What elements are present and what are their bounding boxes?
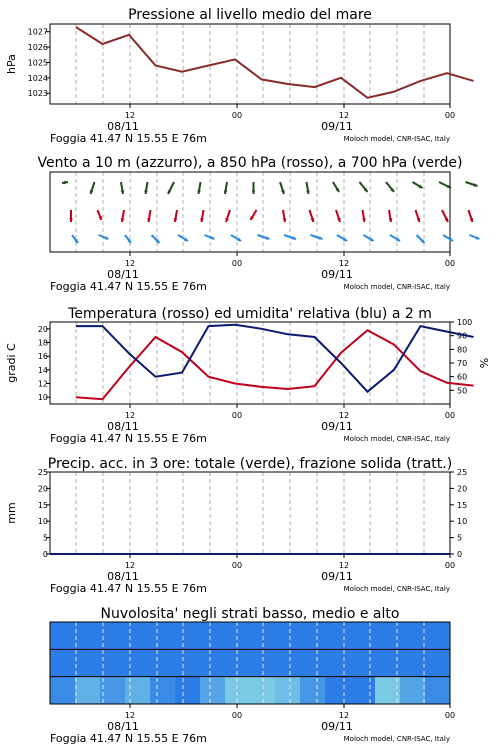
cloud-cell-alto (175, 622, 201, 649)
pressure-xtick-label: 12 (338, 111, 350, 120)
cloud-cell-medio (225, 649, 251, 676)
temperature-xtick-label: 12 (124, 411, 136, 420)
pressure-xtick-label: 00 (444, 111, 456, 120)
wind-xtick-label: 00 (231, 259, 243, 268)
precip-date-label: 09/11 (321, 570, 353, 583)
cloud-cell-alto (425, 622, 451, 649)
precip-xtick-label: 12 (338, 561, 350, 570)
wind-barb-700hpa-head (252, 190, 256, 194)
cloud-cell-medio (175, 649, 201, 676)
precip-frame (50, 472, 450, 554)
precip-right-ytick-label: 5 (457, 533, 463, 543)
temperature-xtick-label: 00 (231, 411, 243, 420)
precip-ytick-label: 10 (37, 517, 48, 527)
cloud-cell-alto (275, 622, 301, 649)
pressure-location-label: Foggia 41.47 N 15.55 E 76m (50, 132, 207, 145)
cloud-cell-medio (275, 649, 301, 676)
humidity-ytick-label: 60 (457, 372, 468, 382)
pressure-ytick-label: 1027 (27, 27, 48, 37)
pressure-ytick-label: 1023 (27, 89, 48, 99)
temperature-title: Temperatura (rosso) ed umidita' relativa (blu) a 2 m (68, 306, 432, 322)
temperature-ytick-label: 10 (37, 393, 48, 403)
precip-xtick-label: 00 (231, 561, 243, 570)
cloud-cell-basso (125, 677, 151, 704)
cloud-location-label: Foggia 41.47 N 15.55 E 76m (50, 732, 207, 745)
cloud-cell-basso (300, 677, 326, 704)
precip-ytick-label: 15 (37, 500, 48, 510)
wind-xtick-label: 12 (124, 259, 136, 268)
wind-xtick-label: 12 (338, 259, 350, 268)
cloud-xtick-label: 12 (338, 711, 350, 720)
cloud-cell-alto (350, 622, 376, 649)
cloud-cell-medio (400, 649, 426, 676)
cloud-date-label: 08/11 (107, 720, 139, 733)
cloud-date-label: 09/11 (321, 720, 353, 733)
pressure-xtick-label: 12 (124, 111, 136, 120)
cloud-cell-alto (125, 622, 151, 649)
cloud-cell-medio (425, 649, 451, 676)
humidity-ytick-label: 70 (457, 359, 468, 368)
temperature-ytick-label: 16 (37, 352, 48, 362)
precip-right-ytick-label: 20 (457, 484, 468, 494)
wind-date-label: 08/11 (107, 268, 139, 281)
cloud-cell-medio (200, 649, 226, 676)
temperature-location-label: Foggia 41.47 N 15.55 E 76m (50, 432, 207, 445)
temperature-model-credit: Moloch model, CNR-ISAC, Italy (343, 435, 450, 443)
cloud-cell-medio (150, 649, 176, 676)
pressure-ylabel: hPa (5, 54, 18, 74)
pressure-model-credit: Moloch model, CNR-ISAC, Italy (343, 135, 450, 143)
precip-location-label: Foggia 41.47 N 15.55 E 76m (50, 582, 207, 595)
temperature-ytick-label: 18 (37, 338, 48, 348)
cloud-cell-basso (350, 677, 376, 704)
cloud-cell-basso (75, 677, 101, 704)
cloud-cell-basso (50, 677, 76, 704)
pressure-date-label: 08/11 (107, 120, 139, 133)
temperature-ytick-label: 14 (37, 365, 48, 375)
cloud-cell-basso (400, 677, 426, 704)
cloud-title: Nuvolosita' negli strati basso, medio e alto (100, 606, 400, 622)
temperature-ytick-label: 12 (37, 379, 48, 389)
pressure-line (76, 27, 474, 98)
cloud-cell-basso (275, 677, 301, 704)
precip-model-credit: Moloch model, CNR-ISAC, Italy (343, 585, 450, 593)
pressure-title: Pressione al livello medio del mare (128, 7, 372, 23)
cloud-cell-alto (400, 622, 426, 649)
precip-xtick-label: 00 (444, 561, 456, 570)
cloud-cell-alto (50, 622, 76, 649)
wind-barb-850hpa-head (69, 218, 73, 222)
precip-ytick-label: 5 (42, 533, 48, 543)
cloud-cell-medio (300, 649, 326, 676)
cloud-cell-basso (200, 677, 226, 704)
temperature-ylabel: gradi C (5, 343, 18, 383)
precip-right-ytick-label: 0 (457, 550, 463, 559)
precip-xtick-label: 12 (124, 561, 136, 570)
pressure-ytick-label: 1025 (27, 58, 48, 68)
cloud-cell-medio (100, 649, 126, 676)
wind-location-label: Foggia 41.47 N 15.55 E 76m (50, 280, 207, 293)
cloud-cell-medio (75, 649, 101, 676)
cloud-cell-medio (325, 649, 351, 676)
humidity-ytick-label: 50 (457, 386, 468, 396)
pressure-xtick-label: 00 (231, 111, 243, 120)
cloud-xtick-label: 00 (231, 711, 243, 720)
humidity-line (76, 325, 474, 392)
cloud-cell-alto (150, 622, 176, 649)
temperature-ytick-label: 20 (37, 324, 48, 334)
precip-right-ytick-label: 15 (457, 500, 468, 510)
precip-ytick-label: 0 (42, 550, 48, 559)
cloud-cell-alto (75, 622, 101, 649)
cloud-xtick-label: 12 (124, 711, 136, 720)
wind-date-label: 09/11 (321, 268, 353, 281)
cloud-cell-basso (225, 677, 251, 704)
cloud-cell-medio (50, 649, 76, 676)
precip-ytick-label: 20 (37, 484, 48, 494)
pressure-ytick-label: 1024 (27, 73, 48, 83)
pressure-ytick-label: 1026 (27, 43, 48, 53)
humidity-ytick-label: 100 (457, 318, 473, 327)
temperature-xtick-label: 12 (338, 411, 350, 420)
wind-title: Vento a 10 m (azzurro), a 850 hPa (rosso), a 700 hPa (verde) (37, 155, 463, 171)
cloud-cell-basso (425, 677, 451, 704)
precip-date-label: 08/11 (107, 570, 139, 583)
temperature-xtick-label: 00 (444, 411, 456, 420)
cloud-cell-basso (100, 677, 126, 704)
humidity-ylabel: % (478, 357, 491, 369)
wind-xtick-label: 00 (444, 259, 456, 268)
cloud-model-credit: Moloch model, CNR-ISAC, Italy (343, 735, 450, 743)
humidity-ytick-label: 90 (457, 331, 468, 341)
precip-ylabel: mm (5, 502, 18, 524)
humidity-ytick-label: 80 (457, 345, 468, 355)
cloud-cell-basso (325, 677, 351, 704)
cloud-cell-basso (150, 677, 176, 704)
precip-ytick-label: 25 (37, 468, 48, 477)
temperature-line (76, 330, 474, 399)
precip-title: Precip. acc. in 3 ore: totale (verde), frazione solida (tratt.) (47, 456, 453, 472)
cloud-cell-medio (125, 649, 151, 676)
pressure-date-label: 09/11 (321, 120, 353, 133)
temperature-date-label: 09/11 (321, 420, 353, 433)
cloud-cell-medio (350, 649, 376, 676)
precip-right-ytick-label: 10 (457, 517, 468, 527)
cloud-cell-alto (100, 622, 126, 649)
cloud-cell-basso (175, 677, 201, 704)
cloud-cell-alto (300, 622, 326, 649)
cloud-cell-alto (325, 622, 351, 649)
wind-model-credit: Moloch model, CNR-ISAC, Italy (343, 283, 450, 291)
cloud-cell-alto (200, 622, 226, 649)
temperature-date-label: 08/11 (107, 420, 139, 433)
cloud-xtick-label: 00 (444, 711, 456, 720)
cloud-cell-alto (225, 622, 251, 649)
precip-right-ytick-label: 25 (457, 468, 468, 477)
